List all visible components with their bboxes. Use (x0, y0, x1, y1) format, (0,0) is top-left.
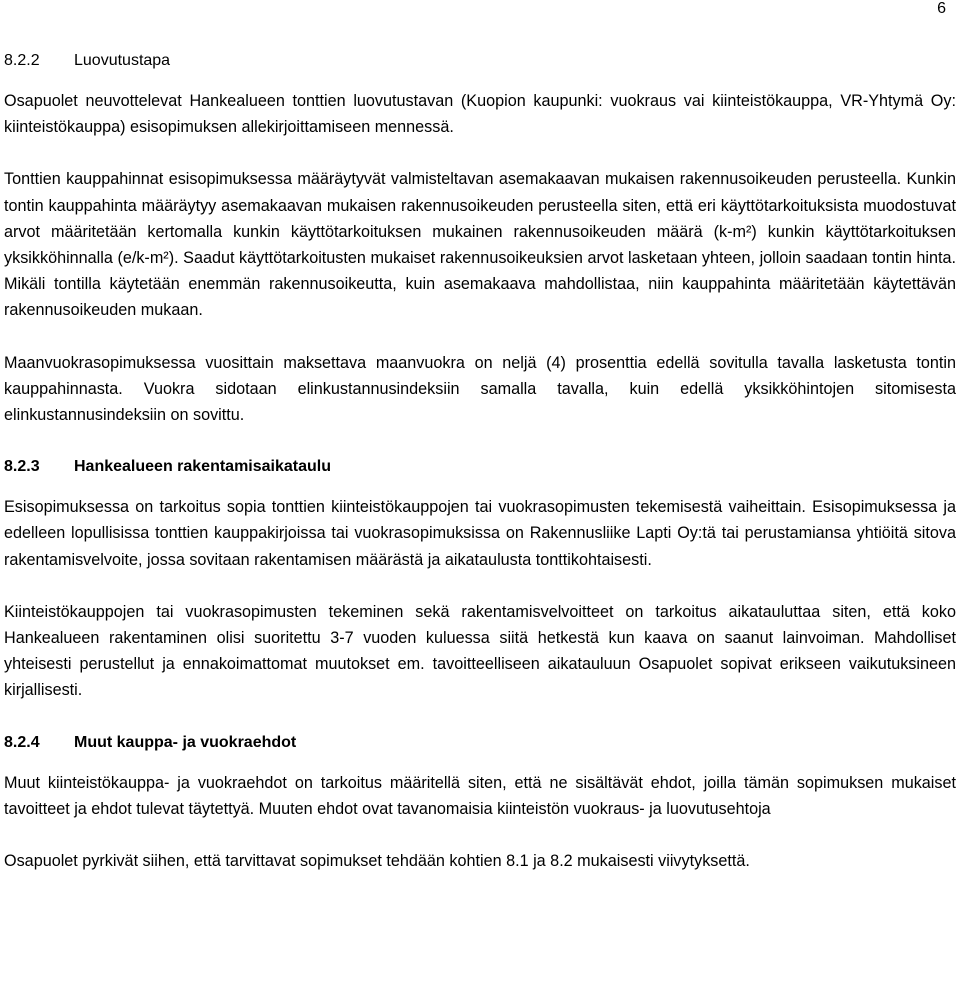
section-heading (4, 730, 956, 756)
section-title: Muut kauppa- ja vuokraehdot (74, 733, 297, 751)
paragraph: Tonttien kauppahinnat esisopimuksessa määräytyvät valmisteltavan asemakaavan mukaisen rakennusoikeuden perusteella. Kunkin tontin kauppahinta määräytyy asemakaavan mukaisen rakennusoikeuden perusteella siten, että eri käyttötarkoituksista muodostuvat arvot määritetään kertomalla kunkin käyttötarkoituksen mukainen rakennusoikeuden määrä (k-m²) kunkin käyttötarkoituksen yksikköhinnalla (e/k-m²). Saadut käyttötarkoitusten mukaiset rakennusoikeuksien arvot lasketaan yhteen, jolloin saadaan tontin hinta. Mikäli tontilla käytetään enemmän rakennusoikeutta, kuin asemakaava mahdollistaa, niin kauppahinta määritetään käytettävän rakennusoikeuden mukaan. (4, 170, 956, 320)
paragraph: Osapuolet neuvottelevat Hankealueen tonttien luovutustavan (Kuopion kaupunki: vuokraus vai kiinteistökauppa, VR-Yhtymä Oy: kiinteistökauppa) esisopimuksen allekirjoittamiseen mennessä. (4, 92, 956, 137)
section-heading (4, 48, 956, 74)
paragraph: Esisopimuksessa on tarkoitus sopia tonttien kiinteistökauppojen tai vuokrasopimusten tekemisestä vaiheittain. Esisopimuksessa ja edelleen lopullisissa tonttien kauppakirjoissa tai vuokrasopimuksissa on Rakennusliike Lapti Oy:tä tai perustamiansa yhtiöitä sitova rakentamisvelvoite, jossa sovitaan rakentamisen määrästä ja aikataulusta tonttikohtaisesti. (4, 498, 956, 569)
section-heading (4, 454, 956, 480)
section-number: 8.2.2 (4, 52, 40, 69)
section-number: 8.2.4 (4, 733, 40, 751)
paragraph: Osapuolet pyrkivät siihen, että tarvittavat sopimukset tehdään kohtien 8.1 ja 8.2 mukaisesti viivytyksettä. (4, 852, 750, 871)
page-number: 6 (937, 0, 946, 17)
section-title: Hankealueen rakentamisaikataulu (74, 458, 332, 476)
paragraph: Muut kiinteistökauppa- ja vuokraehdot on tarkoitus määritellä siten, että ne sisältävät ehdot, joilla tämän sopimuksen mukaiset tavoitteet ja ehdot tulevat täytettyä. Muuten ehdot ovat tavanomaisia kiinteistön vuokraus- ja luovutusehtoja (4, 773, 956, 818)
section-number: 8.2.3 (4, 458, 40, 476)
section-title: Luovutustapa (74, 52, 171, 69)
paragraph: Maanvuokrasopimuksessa vuosittain maksettava maanvuokra on neljä (4) prosenttia edellä sovitulla tavalla lasketusta tontin kauppahinnasta. Vuokra sidotaan elinkustannusindeksiin samalla tavalla, kuin edellä yksikköhintojen sitomisesta elinkustannusindeksiin on sovittu. (4, 353, 956, 425)
document-body (4, 48, 956, 874)
paragraph: Kiinteistökauppojen tai vuokrasopimusten tekeminen sekä rakentamisvelvoitteet on tarkoitus aikatauluttaa siten, että koko Hankealueen rakentaminen olisi suoritettu 3-7 vuoden kuluessa siitä hetkestä kun kaava on saanut lainvoiman. Mahdolliset yhteisesti perustellut ja ennakoimattomat muutokset em. tavoitteelliseen aikatauluun Osapuolet sopivat erikseen vaikutuksineen kirjallisesti. (4, 602, 956, 700)
